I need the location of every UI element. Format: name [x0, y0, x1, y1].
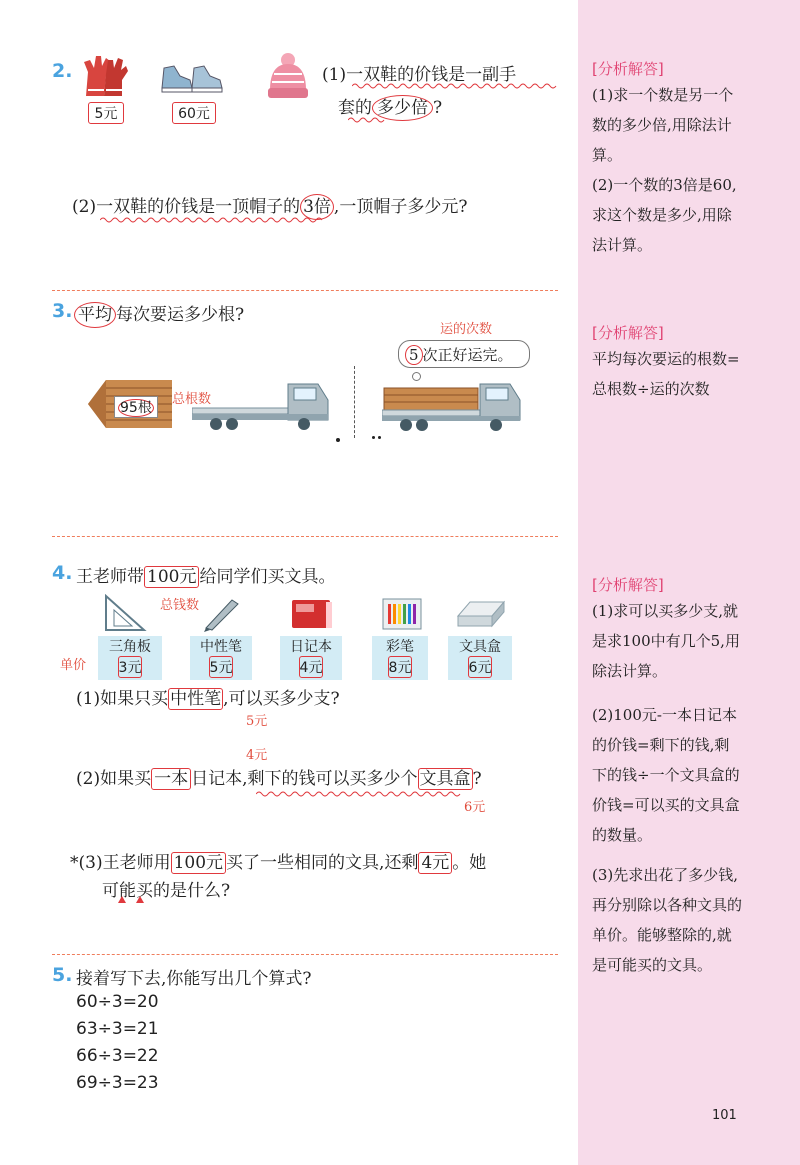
- section-divider: [52, 536, 558, 537]
- item-card-pen: [190, 636, 252, 680]
- equation: 60÷3=20: [76, 992, 159, 1012]
- bubble-text: 次正好运完。: [422, 346, 513, 364]
- item-price: 6元: [468, 656, 493, 678]
- q4-p2-mid2: ,剩下的钱可以买多少个: [242, 769, 418, 789]
- question-text: [74, 300, 244, 325]
- item-name: 三角板: [109, 639, 151, 655]
- dot: [336, 438, 340, 442]
- wavy-underline: [100, 216, 330, 224]
- analysis-text: (2)一个数的3倍是60,求这个数是多少,用除法计算。: [592, 176, 737, 254]
- item-price: 3元: [118, 656, 143, 678]
- empty-truck-image: [192, 378, 332, 438]
- q4-p2-box2: 文具盒: [419, 769, 471, 789]
- analysis-text: (1)求一个数是另一个数的多少倍,用除法计算。: [592, 86, 734, 164]
- q2-part2-post: ,一顶帽子多少元?: [333, 197, 468, 217]
- annotation-times: 运的次数: [440, 322, 493, 337]
- diary-icon: [290, 598, 334, 636]
- q4-p3-box1: 100元: [171, 852, 226, 874]
- item-name: 日记本: [290, 639, 332, 655]
- question-text: [76, 684, 340, 709]
- item-price: 4元: [299, 656, 324, 678]
- question-text: [76, 562, 335, 587]
- item-card-color-pens: [372, 636, 428, 680]
- q2-part1-post: ?: [433, 98, 443, 118]
- q4-p2-post: ?: [472, 769, 482, 789]
- q4-p1-pre: (1)如果只买: [76, 689, 169, 709]
- analysis-heading: [分析解答]: [592, 60, 664, 78]
- q2-keyword-circle: 多少倍: [372, 95, 433, 121]
- question-text: [70, 848, 486, 873]
- wavy-underline: [352, 82, 562, 90]
- item-name: 中性笔: [200, 639, 242, 655]
- q4-p2-pre: (2)如果买: [76, 769, 152, 789]
- loaded-truck-image: [382, 378, 524, 438]
- emphasis-marker: [118, 896, 126, 903]
- annotation-box-price: 6元: [464, 800, 486, 815]
- item-card-triangle-ruler: [98, 636, 162, 680]
- section-divider: [52, 290, 558, 291]
- analysis-text: (3)先求出花了多少钱,再分别除以各种文具的单价。能够整除的,就是可能买的文具。: [592, 866, 743, 974]
- annotation-unit-price: 单价: [60, 658, 87, 673]
- q4-p3-mid: 买了一些相同的文具,还剩: [226, 853, 419, 873]
- triangle-ruler-icon: [104, 594, 148, 636]
- item-price: 5元: [209, 656, 234, 678]
- price-tag: 5元: [88, 102, 124, 124]
- hat-image: [264, 52, 312, 106]
- annotation-pen-price: 5元: [246, 714, 268, 729]
- analysis-text: (2)100元-一本日记本的价钱=剩下的钱,剩下的钱÷一个文具盒的价钱=可以买的文具盒的数量。: [592, 706, 740, 844]
- question-text: 接着写下去,你能写出几个算式?: [76, 969, 312, 989]
- analysis-text: (1)求可以买多少支,就是求100中有几个5,用除法计算。: [592, 602, 740, 680]
- q4-p3-post: 。她: [452, 853, 487, 873]
- speech-bubble: [398, 340, 530, 368]
- q4-p3-box2: 4元: [418, 852, 452, 874]
- pencil-box-icon: [456, 598, 506, 634]
- wood-count-value: 95根: [120, 400, 152, 416]
- question-text: [338, 93, 442, 118]
- analysis-heading: [分析解答]: [592, 576, 664, 594]
- wavy-underline: [348, 116, 388, 124]
- q4-p1-box: 中性笔: [170, 689, 222, 709]
- shoes-image: [160, 58, 224, 98]
- separator-line: [354, 366, 355, 438]
- q2-part1-line1: (1)一双鞋的价钱是一副手: [322, 65, 517, 85]
- analysis-text: 平均每次要运的根数=总根数÷运的次数: [592, 350, 740, 398]
- question-number: 3.: [52, 300, 73, 322]
- q2-part1-pre: 套的: [338, 98, 372, 118]
- q4-total-money-box: 100元: [144, 566, 199, 588]
- item-name: 文具盒: [459, 639, 501, 655]
- price-tag: 60元: [172, 102, 216, 124]
- color-pens-icon: [382, 598, 422, 636]
- dot: [378, 436, 381, 439]
- q4-p3-pre: *(3)王老师用: [70, 853, 171, 873]
- emphasis-marker: [136, 896, 144, 903]
- q4-p2-box1: 一本: [151, 768, 191, 790]
- question-text: [76, 764, 482, 789]
- equation: 69÷3=23: [76, 1073, 159, 1093]
- question-text: [72, 192, 467, 217]
- pen-icon: [202, 594, 242, 636]
- item-card-diary: [280, 636, 342, 680]
- q4-intro-pre: 王老师带: [76, 567, 144, 587]
- question-number: 4.: [52, 562, 73, 584]
- q4-intro-post: 给同学们买文具。: [199, 567, 336, 587]
- q3-keyword-circle: 平均: [74, 302, 116, 328]
- q2-part2-pre: (2)一双鞋的价钱是一顶帽子的: [72, 197, 301, 217]
- wood-count-label: [114, 396, 158, 418]
- annotation-total-money: 总钱数: [160, 598, 200, 613]
- item-price: 8元: [388, 656, 413, 678]
- question-number: 2.: [52, 60, 73, 82]
- wavy-underline: [256, 790, 466, 798]
- q4-p2-mid1: 日记本: [191, 769, 243, 789]
- item-name: 彩笔: [386, 639, 414, 655]
- section-divider: [52, 954, 558, 955]
- annotation-total: 总根数: [172, 392, 212, 407]
- question-text: 可能买的是什么?: [102, 881, 231, 901]
- equation: 63÷3=21: [76, 1019, 159, 1039]
- page-number: 101: [712, 1108, 737, 1123]
- equation: 66÷3=22: [76, 1046, 159, 1066]
- question-number: 5.: [52, 964, 73, 986]
- analysis-heading: [分析解答]: [592, 324, 664, 342]
- q3-text: 每次要运多少根?: [116, 305, 245, 325]
- annotation-diary-price: 4元: [246, 748, 268, 763]
- q4-p1-post: ,可以买多少支?: [223, 689, 340, 709]
- q2-keyword-circle: 3倍: [300, 194, 334, 220]
- dot: [372, 436, 375, 439]
- bubble-number: 5: [405, 345, 423, 365]
- item-card-pencil-box: [448, 636, 512, 680]
- gloves-image: [80, 52, 130, 104]
